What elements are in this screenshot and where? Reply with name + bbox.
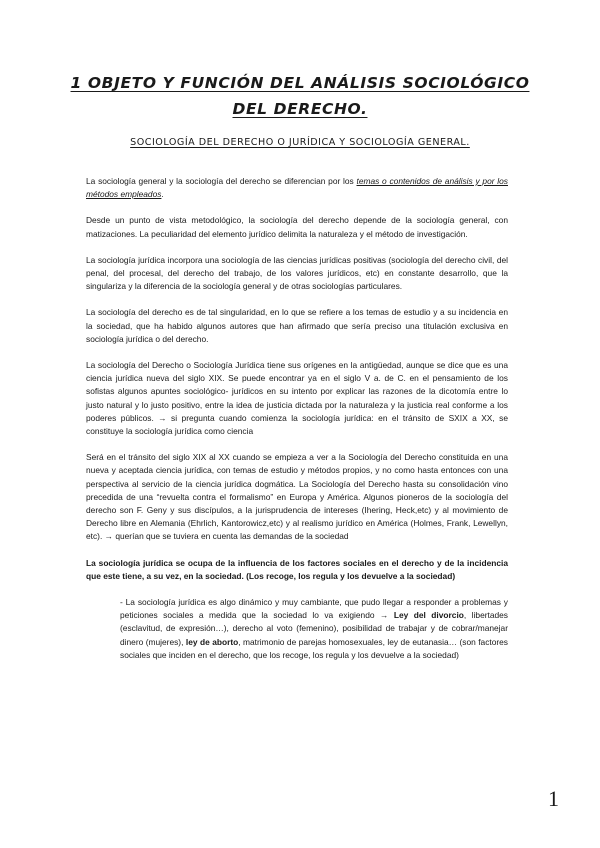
bullet-text-d: , matrimonio de parejas homosexuales, ley de eutanasia… (son factores sociales que inciden en el derecho, que los recoge, los regula y los devuelve a la sociedad) (120, 636, 508, 660)
bullet-bold-divorce: Ley del divorcio (393, 610, 464, 621)
document-title (60, 70, 540, 122)
paragraph-3: La sociología jurídica incorpora una sociología de las ciencias jurídicas positivas (sociología del derecho civil, del penal, del procesal, del derecho del trabajo, de los valores jurídicos, etc) en constante desarrollo, que la singulariza y la diferencia de la sociología general y de otras sociologías particulares. (86, 254, 508, 292)
paragraph-5: La sociología del Derecho o Sociología Jurídica tiene sus orígenes en la antigüedad, aunque se dice que es una ciencia jurídica nueva del siglo XIX. Se puede encontrar ya en el siglo V a. de C. en el pensamiento de los sofistas algunos apuntes sociológico- jurídicos en su intento por explicar las razones de la dicotomía entre lo justo natural y lo justo positivo, entre la idea de justicia dictada por la naturaleza y la justicia real conforme a los poderes públicos. → si pregunta cuando comienza la sociología jurídica: en el tránsito de SXIX a XX, se constituye la sociología jurídica como ciencia (86, 360, 508, 437)
section-subtitle: SOCIOLOGÍA DEL DERECHO O JURÍDICA Y SOCIOLOGÍA GENERAL. (130, 137, 470, 148)
paragraph-2: Desde un punto de vista metodológico, la sociología del derecho depende de la sociología general, con matizaciones. La peculiaridad del elemento jurídico delimita la naturaleza y el método de investigación. (86, 215, 508, 239)
document-body (86, 175, 508, 675)
paragraph-6: Será en el tránsito del siglo XIX al XX cuando se empieza a ver a la Sociología del Derecho constituida en una nueva y aceptada ciencia jurídica, con temas de estudio y métodos propios, y no como hasta entonces con una perspectiva al servicio de la ciencia jurídica dogmática. La Sociología del Derecho hasta su consolidación vino precedida de una “revuelta contra el formalismo” en Europa y América. Algunos pioneros de la sociología del derecho son F. Geny y sus discípulos, a la jurisprudencia de intereses (Ihering, Heck,etc) y al movimiento de Derecho libre en Alemania (Ehrlich, Kantorowicz,etc) y al realismo jurídico en América (Holmes, Frank, Lewellyn, etc). → querían que se tuviera en cuenta las demandas de la sociedad (86, 452, 508, 542)
paragraph-1 (86, 175, 508, 201)
paragraph-1-end: . (161, 189, 164, 200)
page-number: 1 (548, 786, 559, 811)
bullet-text-c: , libertades (esclavitud, de expresión…), derecho al voto (femenino), posibilidad de trabajar y de cobrar/manejar dinero (mujeres), (120, 610, 508, 647)
bullet-bold-abortion: ley de aborto (185, 636, 239, 647)
paragraph-4: La sociología del derecho es de tal singularidad, en lo que se refiere a los temas de estudio y a su incidencia en la sociedad, que ha habido algunos autores que han afirmado que sería preciso una titulación exclusiva en sociología jurídica o del derecho. (86, 307, 508, 344)
paragraph-1-emphasis: temas o contenidos de análisis y por los métodos empleados (86, 176, 508, 200)
title-line-2: DEL DERECHO. (232, 100, 368, 118)
bullet-text-a: - La sociología jurídica es algo dinámico y muy cambiante, que pudo llegar a responder a problemas y peticiones sociales a medida que la sociedad lo va exigiendo → (120, 597, 508, 621)
paragraph-7-bold: La sociología jurídica se ocupa de la influencia de los factores sociales en el derecho y de la incidencia que este tiene, a su vez, en la sociedad. (Los recoge, los regula y los devuelve a la sociedad) (86, 557, 508, 581)
bullet-item (86, 596, 508, 662)
title-line-1: 1 OBJETO Y FUNCIÓN DEL ANÁLISIS SOCIOLÓGICO (70, 74, 530, 92)
paragraph-1-text: La sociología general y la sociología del derecho se diferencian por los (86, 176, 357, 186)
